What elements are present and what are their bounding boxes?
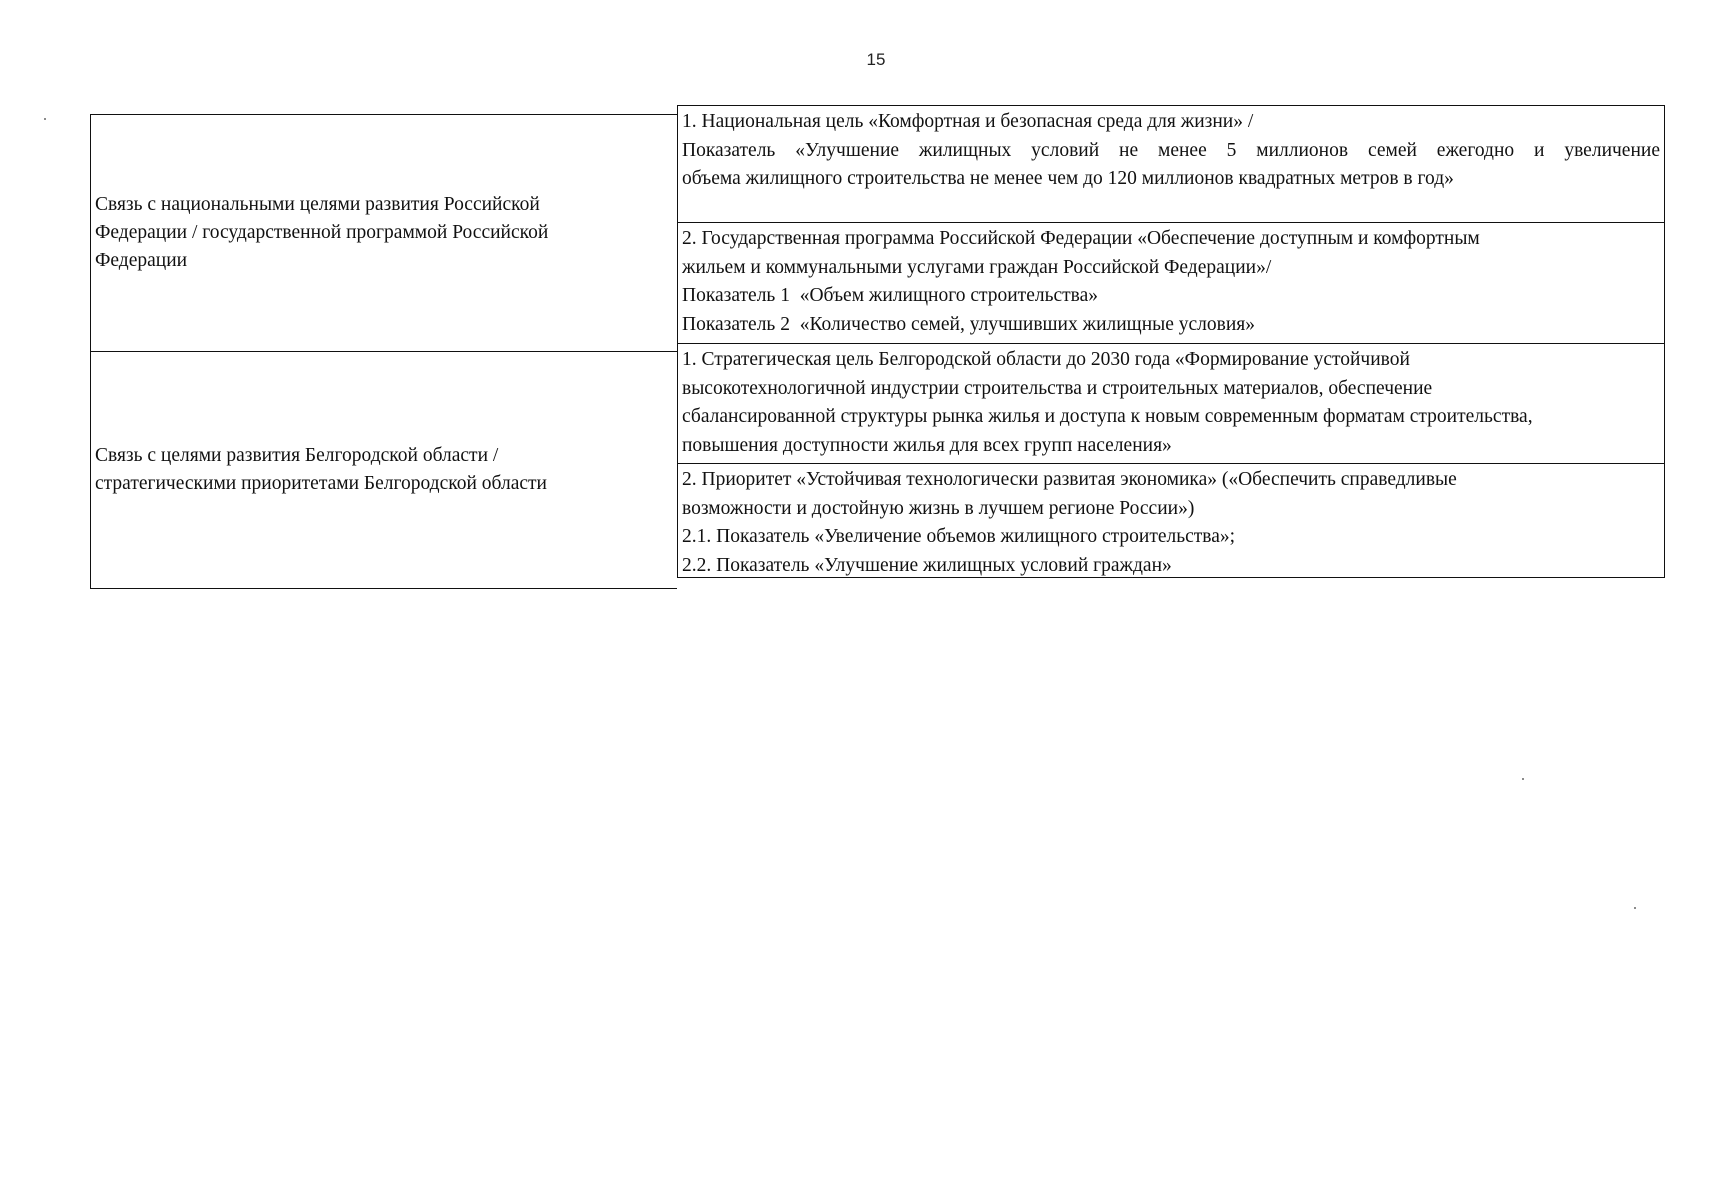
- cell-line: 1. Стратегическая цель Белгородской области до 2030 года «Формирование устойчивой: [682, 349, 1410, 370]
- scan-speck: [1634, 907, 1636, 909]
- label-line: стратегическими приоритетами Белгородской области: [95, 473, 547, 494]
- page-number: 15: [866, 50, 886, 69]
- label-line: Связь с целями развития Белгородской области /: [95, 445, 499, 466]
- row-label-regional-goals: [90, 351, 677, 589]
- cell-line: Показатель 2 «Количество семей, улучшивших жилищные условия»: [682, 313, 1256, 335]
- cell-line: 2.1. Показатель «Увеличение объемов жилищного строительства»;: [682, 526, 1236, 547]
- cell-line: возможности и достойную жизнь в лучшем регионе России»): [682, 497, 1195, 519]
- priority-cell: [677, 463, 1665, 578]
- label-line: Федерации: [95, 250, 188, 271]
- cell-line: сбалансированной структуры рынка жилья и доступа к новым современным форматам строительства,: [682, 406, 1533, 427]
- cell-line: высокотехнологичной индустрии строительства и строительных материалов, обеспечение: [682, 377, 1433, 399]
- scan-speck: [1522, 778, 1524, 780]
- cell-line: жильем и коммунальными услугами граждан Российской Федерации»/: [682, 256, 1272, 278]
- label-line: Связь с национальными целями развития Российской: [95, 194, 540, 215]
- cell-line: Показатель 1 «Объем жилищного строительства»: [682, 285, 1099, 306]
- row-label-national-goals: [90, 114, 677, 352]
- scan-speck: [44, 118, 46, 120]
- cell-line: 2.2. Показатель «Улучшение жилищных условий граждан»: [682, 554, 1172, 576]
- cell-line: 2. Приоритет «Устойчивая технологически развитая экономика» («Обеспечить справедливые: [682, 469, 1457, 490]
- cell-line: Показатель «Улучшение жилищных условий не менее 5 миллионов семей ежегодно и увеличение: [682, 139, 1660, 161]
- national-goal-cell: [677, 105, 1665, 223]
- strategic-goal-cell: [677, 343, 1665, 464]
- cell-line: 2. Государственная программа Российской Федерации «Обеспечение доступным и комфортным: [682, 228, 1480, 249]
- row-label-text: [95, 191, 548, 275]
- state-program-cell: [677, 222, 1665, 344]
- cell-line: повышения доступности жилья для всех групп населения»: [682, 434, 1172, 456]
- label-line: Федерации / государственной программой Российской: [95, 222, 549, 243]
- row-label-text: [95, 442, 547, 498]
- cell-line: объема жилищного строительства не менее чем до 120 миллионов квадратных метров в год»: [682, 168, 1454, 189]
- cell-line: 1. Национальная цель «Комфортная и безопасная среда для жизни» /: [682, 111, 1254, 132]
